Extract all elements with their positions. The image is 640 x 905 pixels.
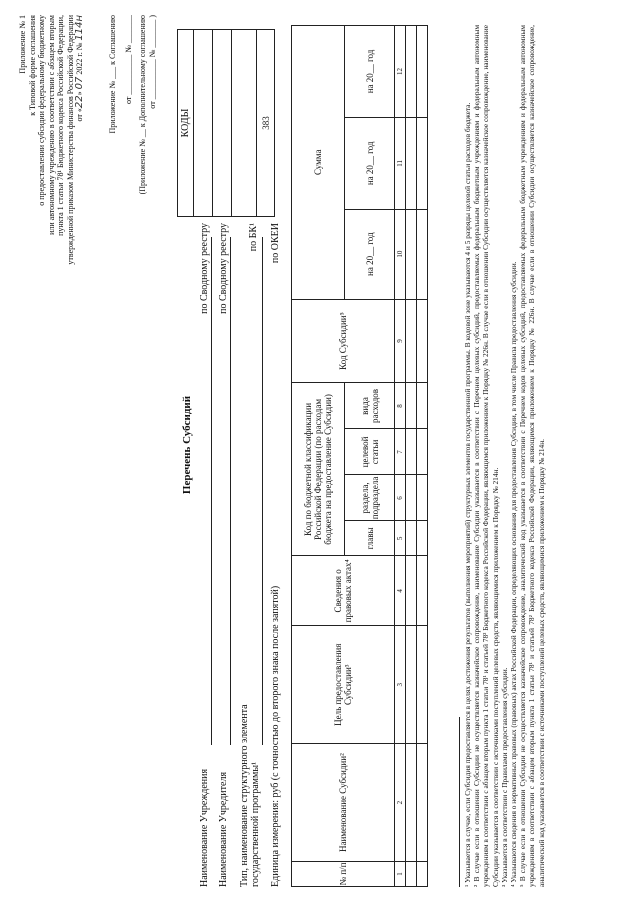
code-cell: [232, 30, 257, 217]
table-row: [417, 26, 428, 887]
col-header-acts: Сведения о правовых актах⁴: [292, 556, 395, 626]
footnote-separator: [459, 717, 460, 887]
col-number: 8: [395, 383, 406, 429]
footnote-2: ² В случае если в отношении Субсидии не осуществляется казначейское сопровождение, наименование Субсидии указывается в соответствии с Перечнем целевых субсидий, предоставляемых федеральным бюджетным учреждениям и федеральным автономным учреждениям в соответствии с абзацем вторым пункта 1 статьи 78¹ и статьей 78² Бюджетного кодекса Российской Федерации, являющимся приложением к Порядку № 226н. В случае если в отношении Субсидии осуществляется казначейское сопровождение, наименование Субсидии указывается в соответствии с источниками поступлений целевых средств, являющимися приложением к Порядку № 214н.: [472, 25, 500, 887]
attachment-line-4: от __________ № _______ ): [147, 15, 157, 109]
footnotes: [463, 25, 546, 887]
sum-sub-header: на 20__ год: [345, 209, 395, 299]
appendix-line: Приложение № 1: [18, 15, 27, 74]
appendix-line: к Типовой форме соглашения: [27, 15, 37, 116]
col-number: 9: [395, 299, 406, 383]
attachment-line-1: Приложение № ___ к Соглашению: [108, 15, 117, 134]
col-number: 7: [395, 429, 406, 475]
footnote-4: ⁴ Указываются сведения о нормативных правовых (правовых) актах Российской Федерации, определяющих основания для предоставления Субсидии, в том числе Правила предоставления субсидии.: [509, 261, 519, 887]
col-number: 5: [395, 521, 406, 556]
field-label: Тип, наименование структурного элемента: [239, 704, 250, 887]
field-right: по Сводному реестру: [218, 223, 229, 314]
attachment-line-2: от __________ № _______: [123, 15, 133, 105]
subsidies-table: [291, 25, 428, 887]
sum-sub-header: на 20__ год: [345, 117, 395, 209]
col-header-goal: Цель предоставления Субсидии³: [292, 626, 395, 744]
sum-sub-header: на 20__ год: [345, 26, 395, 118]
order-line: от «22» 07 2022 г. № 114н: [74, 15, 85, 122]
col-header-sum: Сумма: [292, 26, 345, 300]
col-number: 4: [395, 556, 406, 626]
field-underline: [211, 237, 212, 745]
col-number: 6: [395, 475, 406, 521]
footnote-5: ⁵ В случае если в отношении Субсидии не осуществляется казначейское сопровождение, аналитический код указывается в соответствии с Перечнем кодов целевых субсидий, предоставляемых федеральным бюджетным учреждениям и федеральным автономным учреждениям в соответствии с абзацем вторым пункта 1 статьи 78¹ и статьей 78² Бюджетного кодекса Российской Федерации, являющимся приложением к Порядку № 226н. В случае если в отношении Субсидии осуществляется казначейское сопровождение, аналитический код указывается в соответствии с источниками поступлений целевых средств, являющимися приложением к Порядку № 214н.: [518, 25, 546, 887]
field-right: по ОКЕИ: [270, 223, 281, 264]
handwritten-number: 114н: [74, 15, 85, 41]
handwritten-month: 07: [74, 76, 85, 90]
col-header-name: Наименование Субсидии²: [292, 744, 395, 862]
codes-table: [177, 29, 275, 217]
footnote-3: ³ Указывается в соответствии с Правилами предоставления субсидии.: [499, 667, 509, 887]
handwritten-day: 22: [74, 95, 85, 109]
attachment-line-3: (Приложение № __ к Дополнительному соглашению: [138, 15, 147, 195]
footnote-1: ¹ Указывается в случае, если Субсидия предоставляется в целях достижения результатов (выполнения мероприятий) структурных элементов государственной программы. В кодовой зоне указываются 4 и 5 разряды целевой статьи расходов бюджета.: [463, 102, 472, 887]
appendix-line: о предоставлении субсидии федеральному бюджетному: [37, 15, 46, 206]
page-title: Перечень Субсидий: [181, 395, 193, 495]
kbk-sub-header: целевой статьи: [345, 429, 395, 475]
col-number: 2: [395, 744, 406, 862]
kbk-sub-header: главы: [345, 521, 395, 556]
code-cell: [194, 30, 213, 217]
appendix-line: утвержденной приказом Министерства финансов Российской Федерации: [65, 15, 75, 265]
kbk-sub-header: вида расходов: [345, 383, 395, 429]
attachment-block: [108, 15, 157, 305]
field-underline: [262, 237, 263, 745]
code-cell: [213, 30, 232, 217]
codes-header: КОДЫ: [178, 30, 194, 217]
col-number: 11: [395, 117, 406, 209]
field-right: по Сводному реестру: [199, 223, 210, 314]
kbk-sub-header: раздела, подраздела: [345, 475, 395, 521]
appendix-line: или автономному учреждению в соответствии с абзацем вторым: [46, 15, 56, 235]
col-number: 3: [395, 626, 406, 744]
appendix-block: [18, 15, 85, 345]
col-header-num: № п/п: [292, 862, 395, 887]
code-okei: 383: [257, 30, 275, 217]
field-label: Единица измерения: руб (с точностью до второго знака после запятой): [270, 585, 281, 887]
col-header-code: Код Субсидии⁵: [292, 299, 395, 383]
col-number: 10: [395, 209, 406, 299]
field-underline: [230, 237, 231, 745]
col-number: 1: [395, 862, 406, 887]
field-label: Наименование Учредителя: [218, 771, 229, 887]
field-label: государственной программы¹: [250, 761, 261, 887]
field-right: по БК¹: [248, 223, 259, 252]
col-header-kbk: Код по бюджетной классификации Российской Федерации (по расходам бюджета на предоставление Субсидии): [292, 383, 345, 556]
field-label: Наименование Учреждения: [199, 768, 210, 887]
col-number: 12: [395, 26, 406, 118]
appendix-line: пункта 1 статьи 78¹ Бюджетного кодекса Российской Федерации,: [56, 15, 65, 236]
table-row: [406, 26, 417, 887]
